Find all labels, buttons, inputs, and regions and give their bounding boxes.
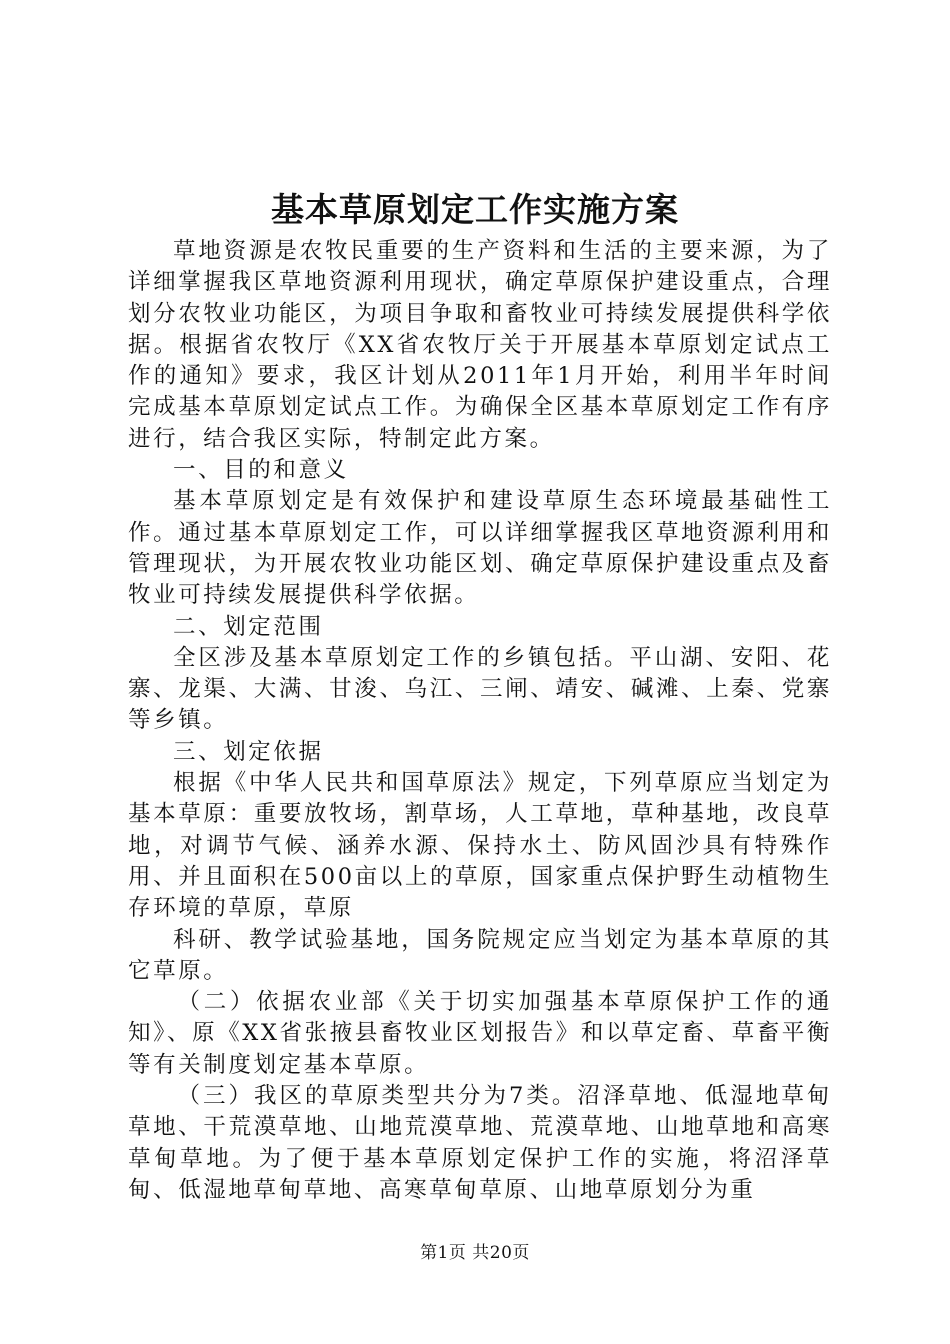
document-title: 基本草原划定工作实施方案 bbox=[271, 190, 679, 229]
section-heading-purpose: 一、目的和意义 bbox=[173, 457, 349, 484]
section-heading-scope: 二、划定范围 bbox=[173, 613, 324, 640]
paragraph-scope: 全区涉及基本草原划定工作的乡镇包括。平山湖、安阳、花寨、龙渠、大满、甘浚、乌江、三闸、靖安、碱滩、上秦、党寨等乡镇。 bbox=[128, 644, 832, 734]
paragraph-basis-notice: （二）依据农业部《关于切实加强基本草原保护工作的通知》、原《XX省张掖县畜牧业区划报告》和以草定畜、草畜平衡等有关制度划定基本草原。 bbox=[128, 989, 832, 1078]
paragraph-intro: 草地资源是农牧民重要的生产资料和生活的主要来源，为了详细掌握我区草地资源利用现状，确定草原保护建设重点，合理划分农牧业功能区，为项目争取和畜牧业可持续发展提供科学依据。根据省农牧厅《XX省农牧厅关于开展基本草原划定试点工作的通知》要求，我区计划从2011年1月开始，利用半年时间完成基本草原划定试点工作。为确保全区基本草原划定工作有序进行，结合我区实际，特制定此方案。 bbox=[128, 238, 832, 452]
document-body bbox=[128, 236, 832, 1206]
page-number: 第1页 共20页 bbox=[420, 1243, 530, 1263]
paragraph-basis-law: 根据《中华人民共和国草原法》规定，下列草原应当划定为基本草原：重要放牧场，割草场，人工草地，草种基地，改良草地，对调节气候、涵养水源、保持水土、防风固沙具有特殊作用、并且面积在500亩以上的草原，国家重点保护野生动植物生存环境的草原，草原 bbox=[128, 770, 832, 922]
paragraph-purpose: 基本草原划定是有效保护和建设草原生态环境最基础性工作。通过基本草原划定工作，可以详细掌握我区草地资源利用和管理现状，为开展农牧业功能区划、确定草原保护建设重点及畜牧业可持续发展提供科学依据。 bbox=[128, 488, 832, 609]
paragraph-basis-law-cont: 科研、教学试验基地，国务院规定应当划定为基本草原的其它草原。 bbox=[128, 926, 832, 984]
section-heading-basis: 三、划定依据 bbox=[173, 738, 324, 765]
paragraph-grassland-types: （三）我区的草原类型共分为7类。沼泽草地、低湿地草甸草地、干荒漠草地、山地荒漠草地、荒漠草地、山地草地和高寒草甸草地。为了便于基本草原划定保护工作的实施，将沼泽草甸、低湿地草甸草地、高寒草甸草原、山地草原划分为重 bbox=[128, 1083, 832, 1203]
